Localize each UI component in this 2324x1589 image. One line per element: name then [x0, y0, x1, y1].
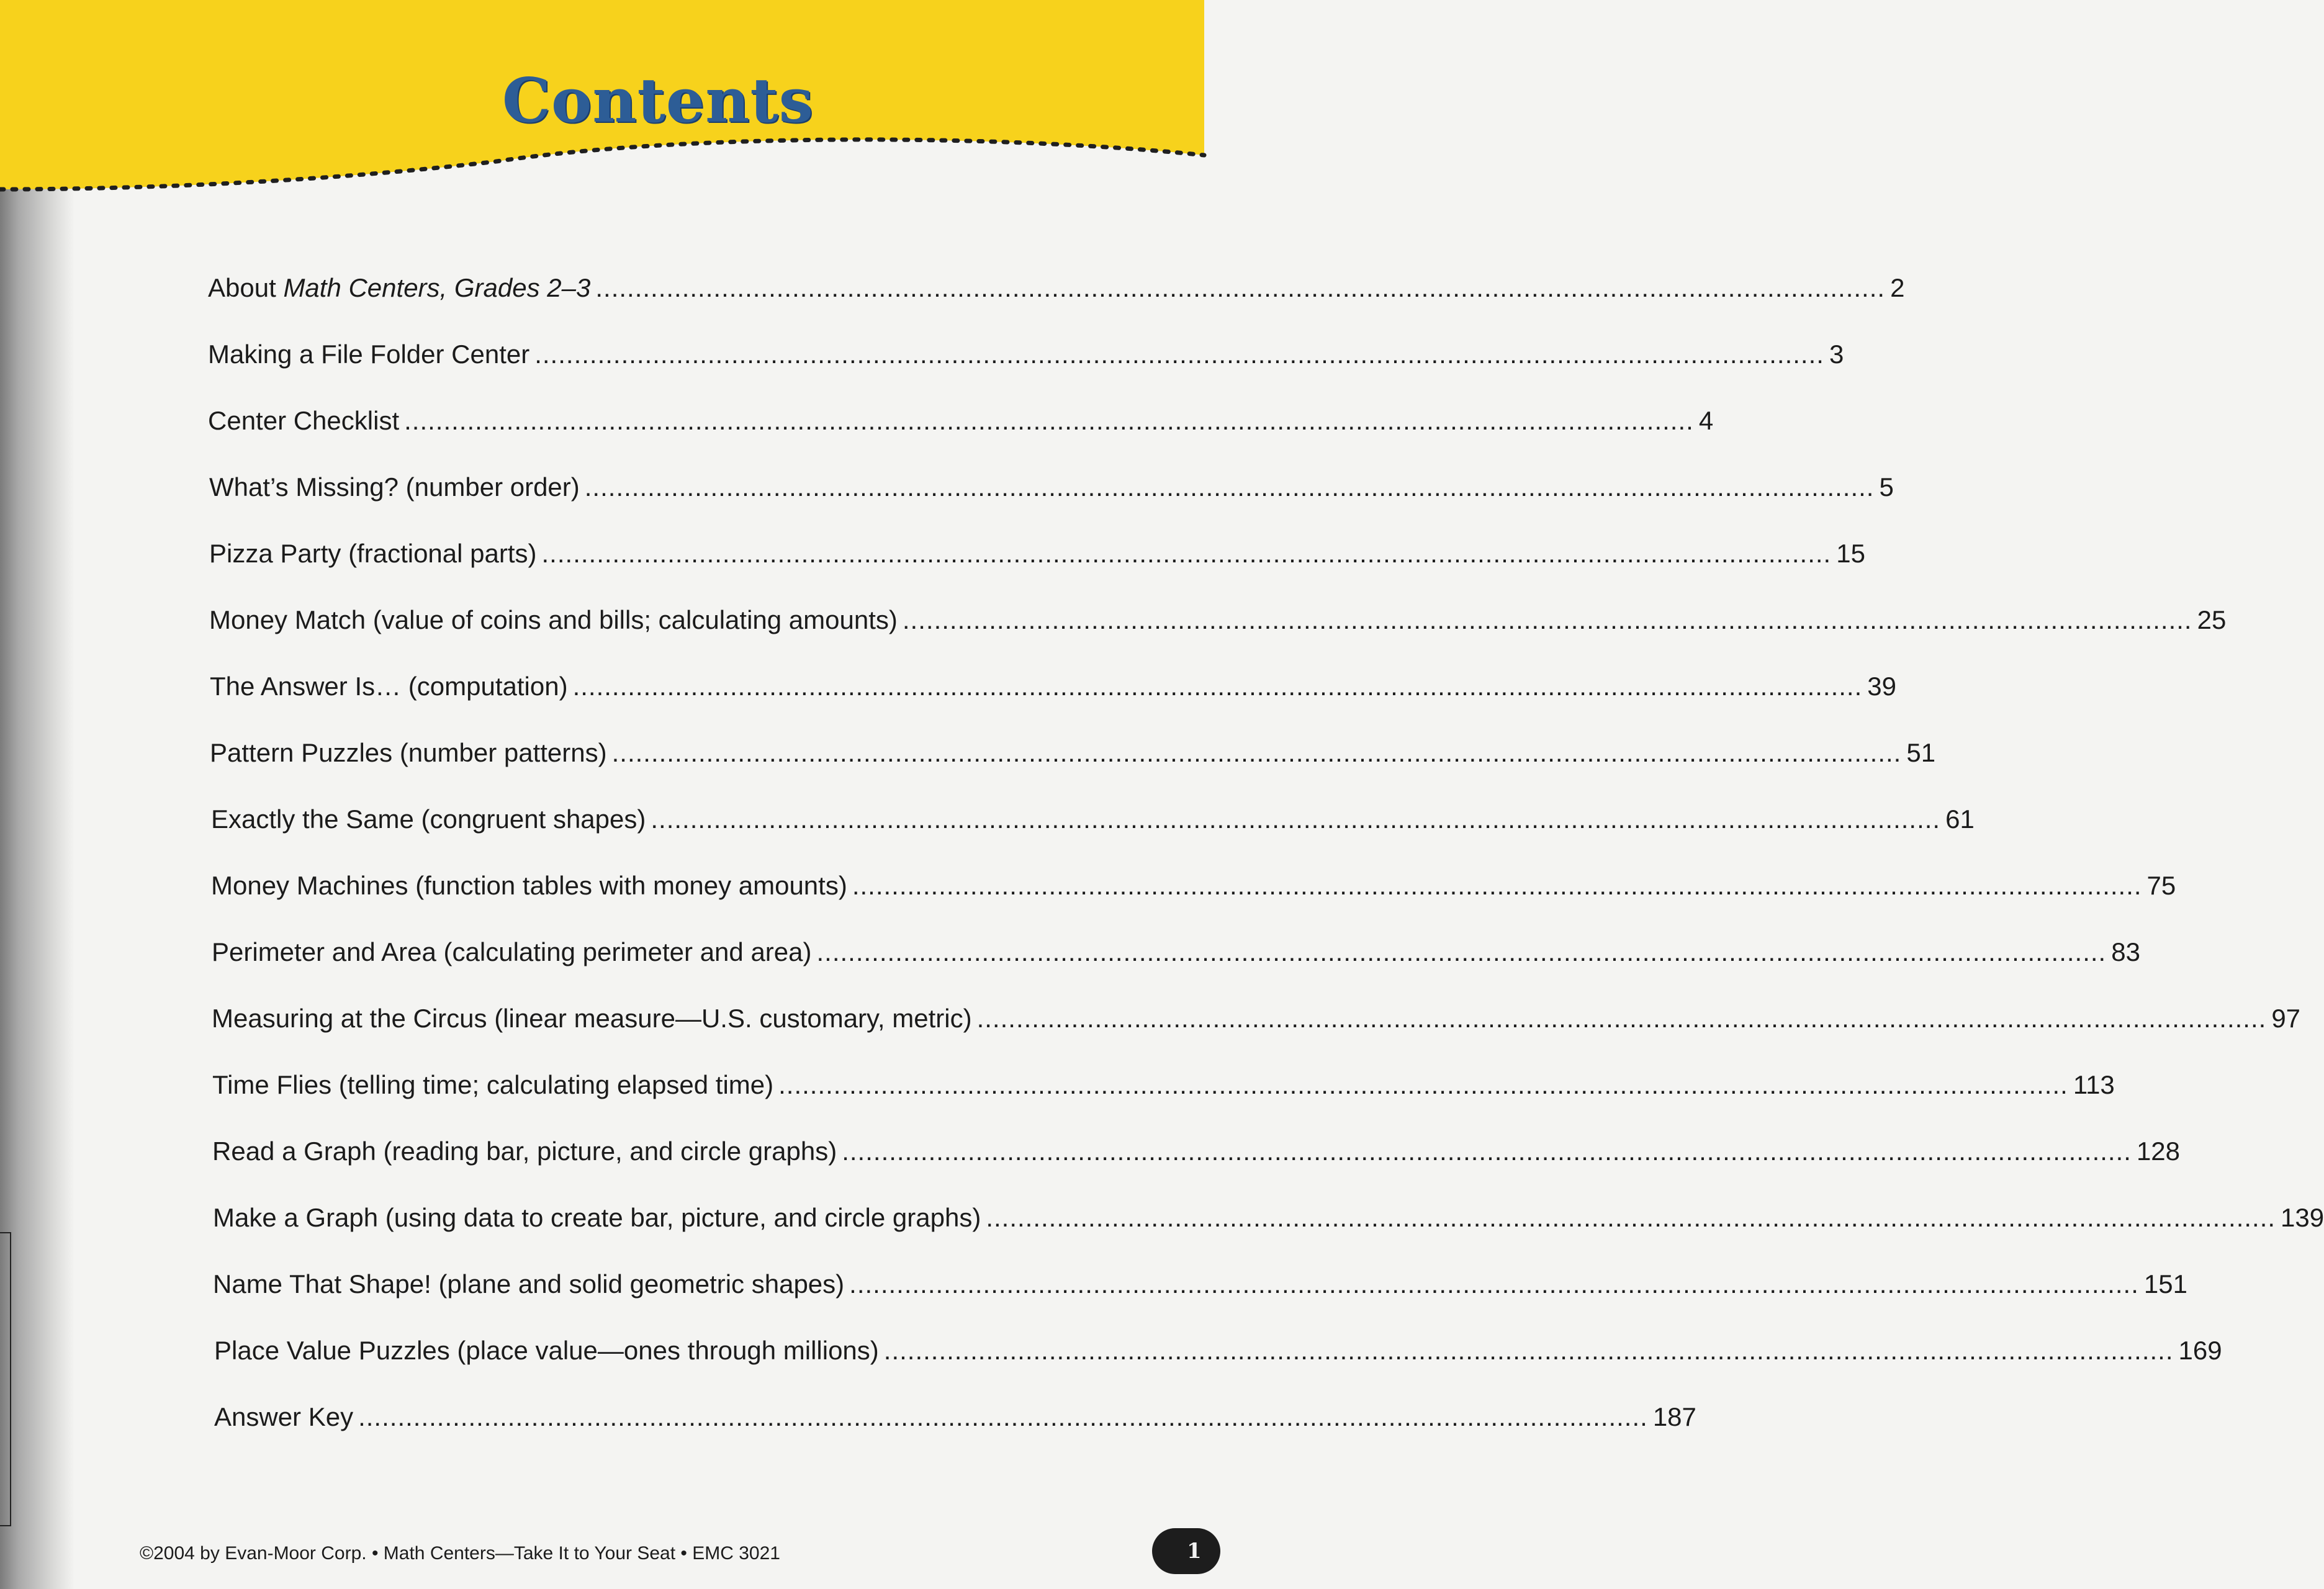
dot-leader: .................................................................................................................................................................... [541, 539, 1832, 568]
toc-entry-label: Perimeter and Area (calculating perimeter and area) [212, 937, 812, 966]
toc-page-number: 83 [2111, 937, 2140, 966]
toc-page-number: 4 [1698, 406, 1714, 435]
toc-entry-label: Time Flies (telling time; calculating elapsed time) [212, 1070, 774, 1099]
dot-leader: .................................................................................................................................................................... [534, 340, 1824, 369]
toc-entry[interactable] [208, 324, 1844, 369]
toc-page-number: 61 [1945, 804, 1975, 834]
toc-entry-label: Money Match (value of coins and bills; calculating amounts) [209, 605, 898, 634]
toc-page-number: 3 [1829, 340, 1844, 369]
dot-leader: .................................................................................................................................................................... [358, 1402, 1648, 1431]
toc-entry-label: What’s Missing? (number order) [209, 472, 580, 502]
toc-page-number: 51 [1906, 738, 1936, 767]
dot-leader: .................................................................................................................................................................... [852, 871, 2142, 900]
dot-leader: .................................................................................................................................................................... [572, 672, 1863, 701]
toc-entry-label: Read a Graph (reading bar, picture, and circle graphs) [212, 1137, 837, 1166]
toc-entry[interactable] [208, 258, 1905, 302]
toc-entry-label: About Math Centers, Grades 2–3 [208, 273, 591, 302]
dot-leader: .................................................................................................................................................................... [778, 1070, 2068, 1099]
toc-entry-label: Make a Graph (using data to create bar, picture, and circle graphs) [213, 1203, 981, 1232]
toc-page-number: 15 [1836, 539, 1865, 568]
toc-entry[interactable] [212, 1055, 2115, 1099]
toc-entry-label: Pizza Party (fractional parts) [209, 539, 537, 568]
dot-leader: .................................................................................................................................................................... [883, 1336, 2174, 1365]
toc-entry[interactable] [212, 988, 2301, 1033]
toc-entry[interactable] [214, 1320, 2222, 1365]
toc-entry[interactable] [213, 1187, 2324, 1232]
dot-leader: .................................................................................................................................................................... [849, 1269, 2139, 1299]
page-title: Contents [502, 65, 814, 137]
toc-page-number: 39 [1867, 672, 1896, 701]
toc-page-number: 113 [2073, 1070, 2115, 1099]
toc-entry-label: Money Machines (function tables with money amounts) [211, 871, 847, 900]
toc-page-number: 169 [2178, 1336, 2222, 1365]
toc-entry-label: Measuring at the Circus (linear measure—U.S. customary, metric) [212, 1004, 972, 1033]
toc-entry[interactable] [213, 1254, 2187, 1299]
dot-leader: .................................................................................................................................................................... [611, 738, 1902, 767]
toc-page-number: 187 [1652, 1402, 1696, 1431]
dot-leader: .................................................................................................................................................................... [404, 406, 1694, 435]
dot-leader: .................................................................................................................................................................... [816, 937, 2107, 966]
toc-entry-label: Answer Key [214, 1402, 354, 1431]
toc-entry-label: The Answer Is… (computation) [210, 672, 568, 701]
toc-entry-label: Pattern Puzzles (number patterns) [210, 738, 607, 767]
dot-leader: .................................................................................................................................................................... [595, 273, 1886, 302]
dot-leader: .................................................................................................................................................................... [651, 804, 1941, 834]
dot-leader: .................................................................................................................................................................... [986, 1203, 2276, 1232]
toc-entry[interactable] [209, 523, 1865, 568]
dot-leader: .................................................................................................................................................................... [902, 605, 2192, 634]
footer-copyright: ©2004 by Evan-Moor Corp. • Math Centers—Take It to Your Seat • EMC 3021 [140, 1543, 780, 1564]
toc-page-number: 97 [2271, 1004, 2301, 1033]
toc-entry[interactable] [208, 390, 1714, 435]
toc-entry[interactable] [211, 789, 1975, 834]
toc-entry[interactable] [209, 457, 1894, 502]
toc-page-number: 5 [1879, 472, 1894, 502]
toc-page-number: 2 [1890, 273, 1905, 302]
toc-page-number: 25 [2197, 605, 2227, 634]
toc-page-number: 139 [2281, 1203, 2324, 1232]
toc-entry[interactable] [211, 855, 2176, 900]
toc-entry[interactable] [212, 1121, 2181, 1166]
page-number-tab: 1 [1152, 1528, 1220, 1574]
toc-entry-label: Place Value Puzzles (place value—ones through millions) [214, 1336, 879, 1365]
toc-entry[interactable] [210, 722, 1936, 767]
toc-entry[interactable] [214, 1387, 1696, 1431]
toc-entry-label: Center Checklist [208, 406, 400, 435]
toc-page-number: 75 [2146, 871, 2176, 900]
dot-leader: .................................................................................................................................................................... [584, 472, 1875, 502]
dot-leader: .................................................................................................................................................................... [976, 1004, 2267, 1033]
toc-entry-label: Name That Shape! (plane and solid geometric shapes) [213, 1269, 845, 1299]
toc-entry-label: Exactly the Same (congruent shapes) [211, 804, 646, 834]
toc-entry[interactable] [212, 922, 2140, 966]
toc-entry-label: Making a File Folder Center [208, 340, 530, 369]
toc-page-number: 151 [2143, 1269, 2187, 1299]
toc-entry[interactable] [209, 590, 2227, 634]
toc-entry[interactable] [210, 656, 1896, 701]
toc-page-number: 128 [2136, 1137, 2181, 1166]
dot-leader: .................................................................................................................................................................... [842, 1137, 2132, 1166]
